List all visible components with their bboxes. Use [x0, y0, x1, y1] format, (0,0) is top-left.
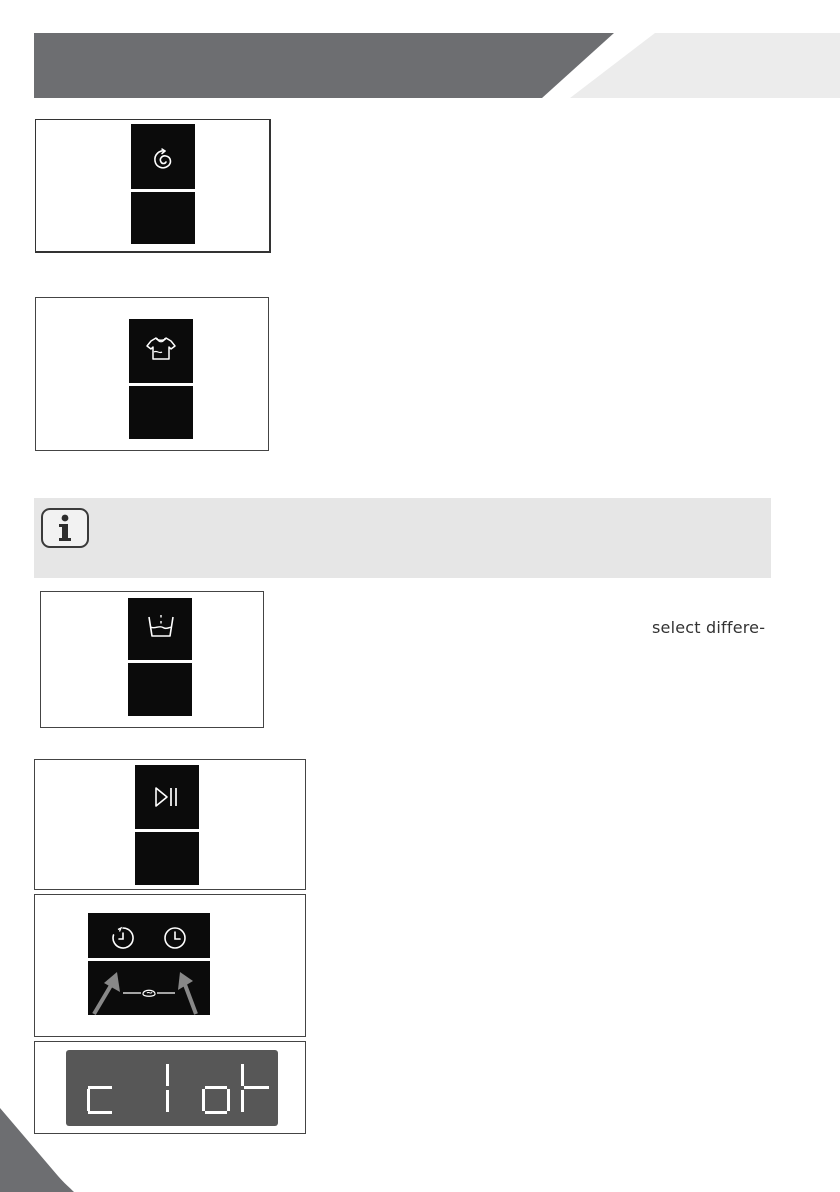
section-header-banner	[34, 33, 614, 98]
start-pause-panel	[135, 765, 199, 885]
delay-timer-icon	[110, 925, 136, 951]
spin-swirl-icon	[149, 146, 177, 174]
water-level-panel	[128, 598, 192, 716]
clothes-panel	[129, 319, 193, 439]
page-corner-tab	[0, 1108, 74, 1192]
play-pause-icon	[154, 785, 182, 809]
clock-icon	[162, 925, 188, 951]
child-lock-icon	[122, 985, 176, 999]
panel-divider	[131, 189, 195, 192]
lcd-segments	[66, 1050, 278, 1126]
info-icon	[41, 508, 89, 548]
tshirt-icon	[145, 335, 177, 363]
lcd-display	[66, 1050, 278, 1126]
arrow-pointer-left-icon	[88, 968, 124, 1018]
panel-divider	[129, 383, 193, 386]
water-glass-icon	[146, 610, 176, 640]
panel-divider	[128, 660, 192, 663]
spin-panel	[131, 124, 195, 244]
body-text-fragment: select differe-	[652, 618, 766, 637]
arrow-pointer-right-icon	[174, 968, 210, 1018]
info-note-box	[34, 498, 771, 578]
section-header-tab	[565, 33, 840, 98]
panel-divider	[88, 958, 210, 961]
panel-divider	[135, 829, 199, 832]
